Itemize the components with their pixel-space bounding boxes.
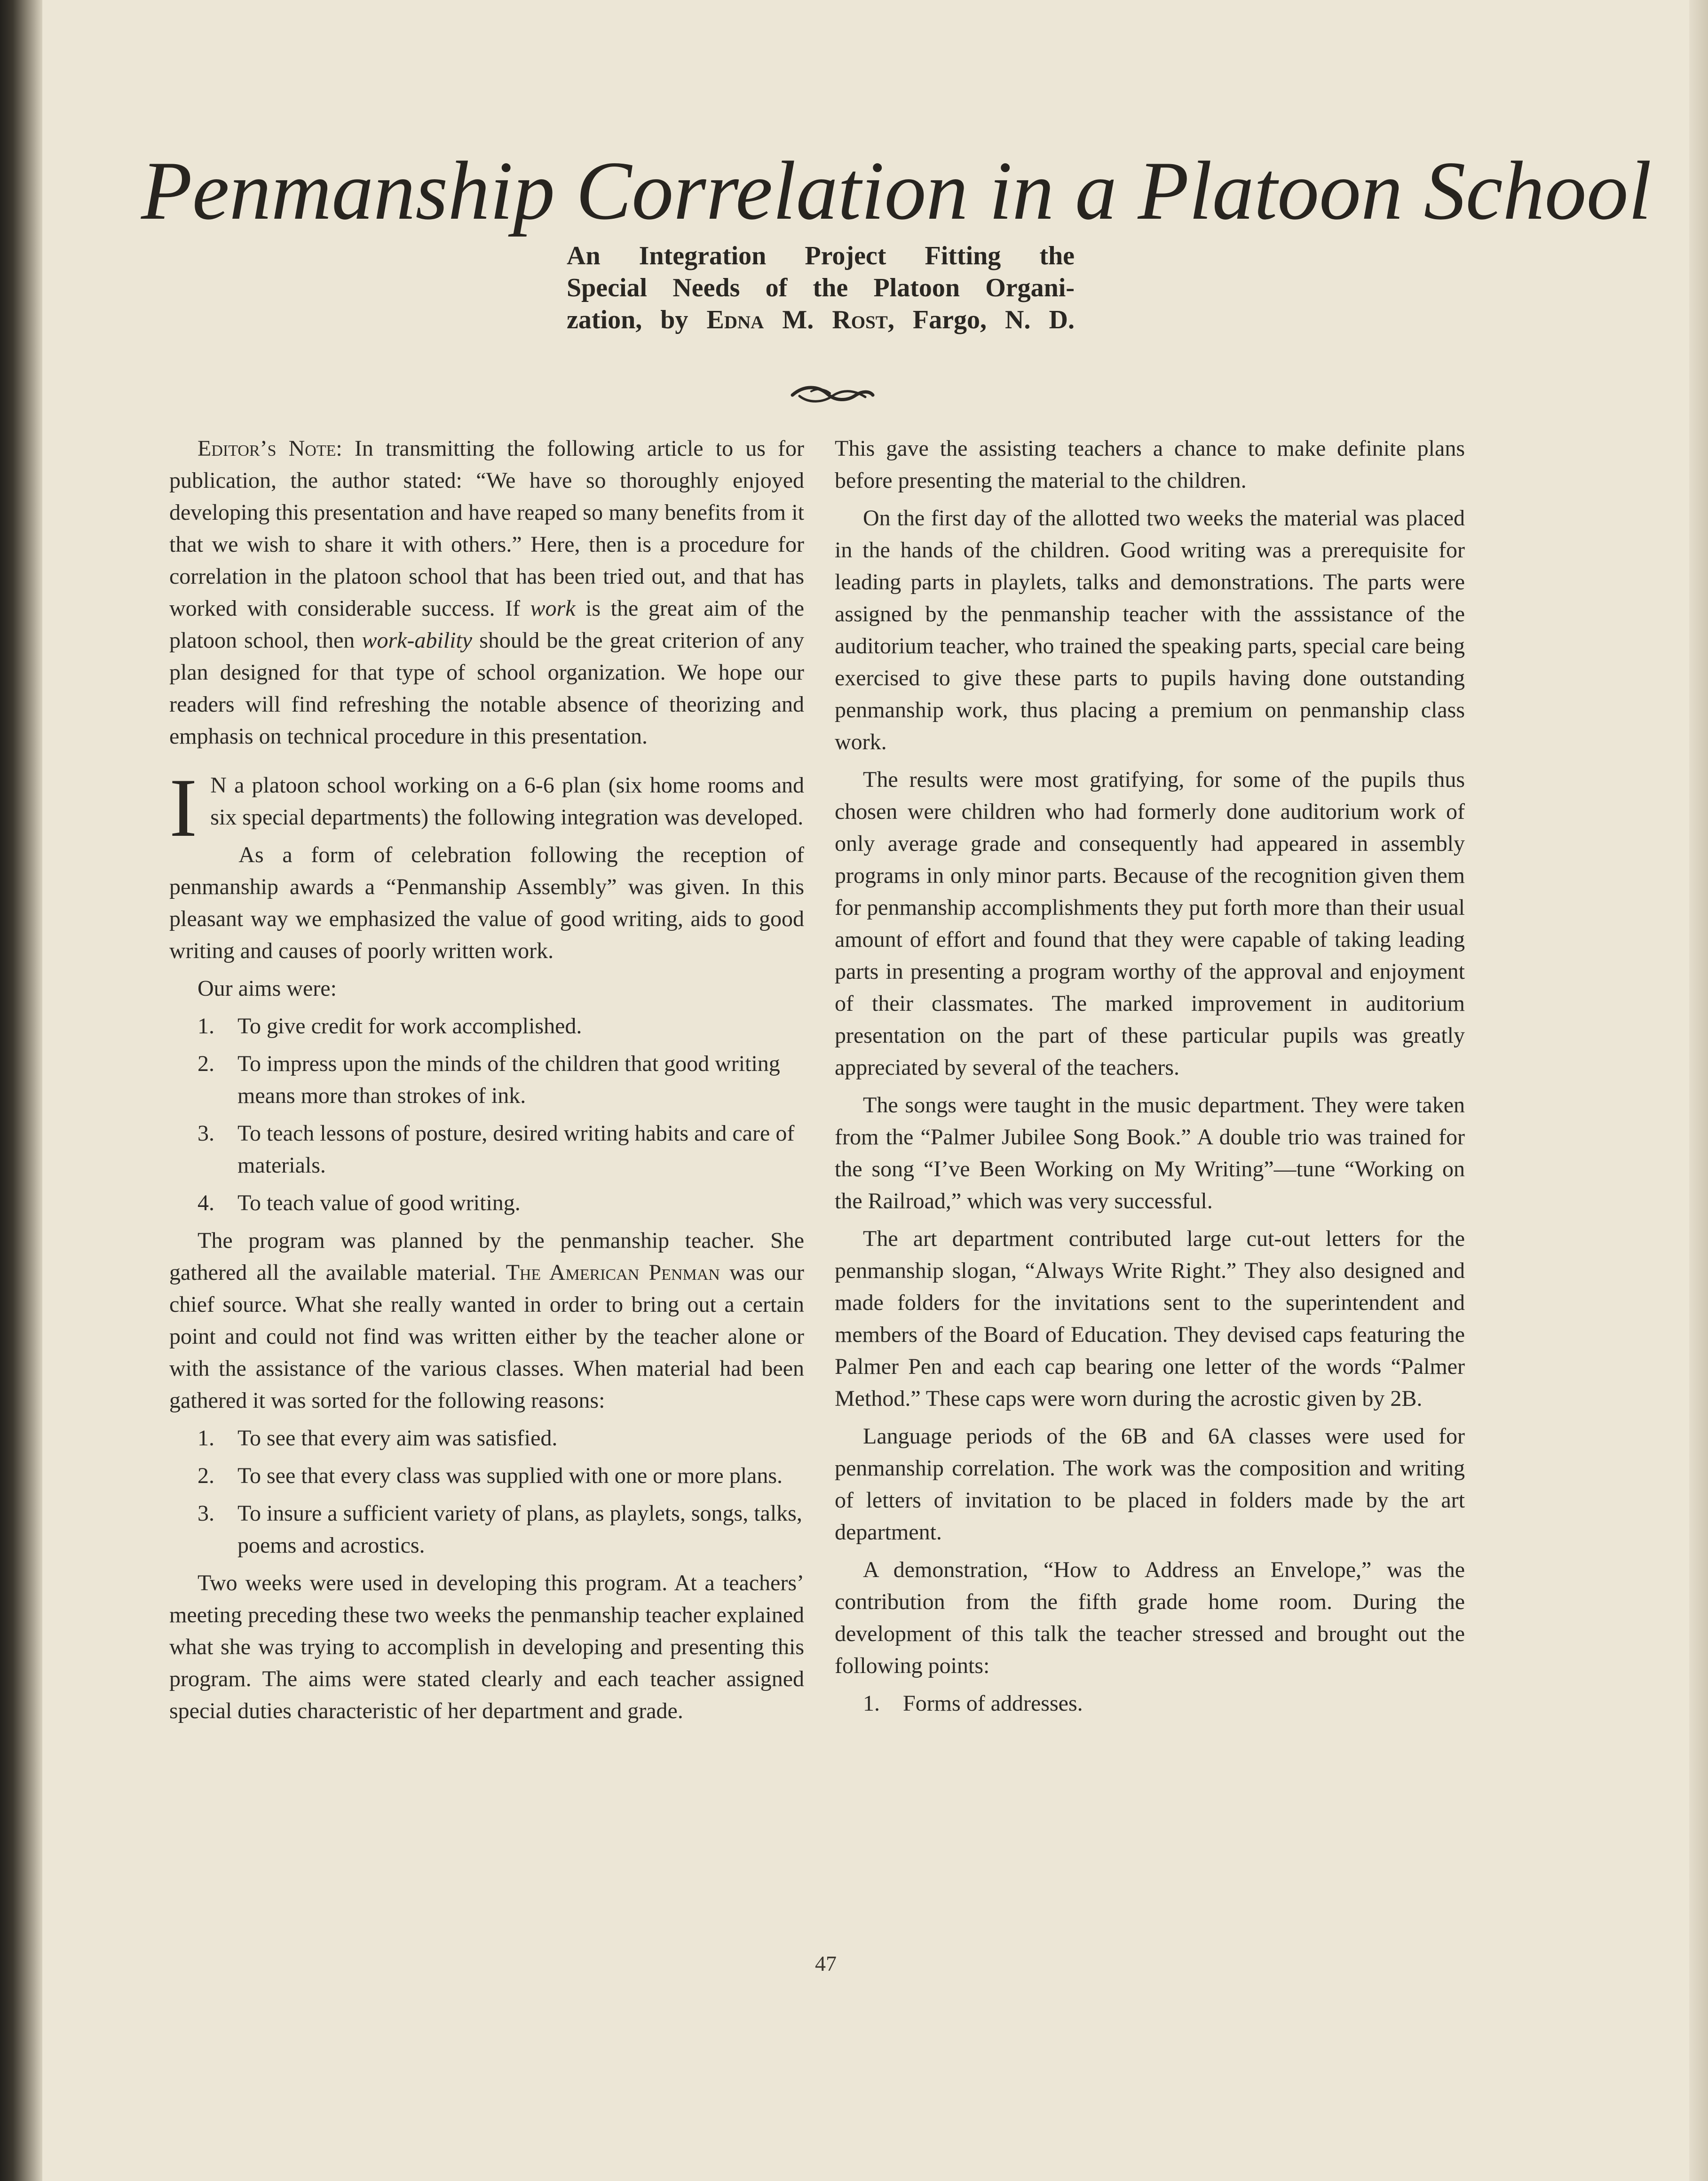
paragraph: As a form of celebration following the reception of penmanship awards a “Penmanship Assembly” was given. In this pleasant way we emphasized the value of good writing, aids to good writing and causes of poorly written work. (169, 842, 804, 963)
editors-note-label: Editor’s Note: (198, 436, 342, 461)
editors-note-italic: work-ability (362, 628, 473, 653)
list-text: To insure a sufficient variety of plans, as playlets, songs, talks, poems and acrostics. (237, 1501, 802, 1558)
paragraph-text: The program was planned by the penmanship teacher. She gathered all the available material. (169, 1228, 804, 1285)
list-number: 1. (863, 1691, 880, 1716)
list-number: 2. (198, 1051, 214, 1076)
editors-note (169, 433, 804, 753)
subtitle-text: zation, by (567, 305, 707, 334)
intro-paragraph (169, 761, 804, 854)
paragraph (169, 1225, 804, 1417)
paragraph-text: was our chief source. What she really wanted in order to bring out a certain point and could not find was written either by the teacher alone or with the assistance of the various classes. When material had been gathered it was sorted for the following reasons: (169, 1260, 804, 1413)
list-number: 4. (198, 1190, 214, 1215)
editors-note-text: should be the great criterion of any plan designed for that type of school organization. We hope our readers will find refreshing the notable absence of theorizing and emphasis on technical procedure in this presentation. (169, 628, 805, 749)
right-column (835, 433, 1465, 1725)
author-name: Edna M. Rost (706, 305, 888, 334)
list-text: Forms of addresses. (903, 1691, 1083, 1716)
drop-cap: I (169, 761, 198, 854)
paragraph: This gave the assisting teachers a chance to make definite plans before presenting the material to the children. (835, 436, 1465, 493)
article-title: Penmanship Correlation in a Platoon School (141, 144, 1652, 237)
aims-list (169, 1010, 804, 1219)
list-text: To impress upon the minds of the children that good writing means more than strokes of ink. (237, 1051, 780, 1108)
paragraph: Language periods of the 6B and 6A classes were used for penmanship correlation. The work was the composition and writing of letters of invitation to be placed in folders made by the art department. (835, 1424, 1465, 1545)
ornament-flourish-icon (790, 381, 875, 409)
editors-note-text: is the great aim of the platoon school, then (169, 596, 805, 653)
page-number: 47 (815, 1951, 837, 1975)
list-number: 3. (198, 1501, 214, 1526)
list-text: To see that every aim was satisfied. (237, 1426, 558, 1451)
paragraph: On the first day of the allotted two weeks the material was placed in the hands of the children. Good writing was a prerequisite for leading parts in playlets, talks and demonstrations. The parts were assigned by the penmanship teacher with the asssistance of the auditorium teacher, who trained the speaking parts, special care being exercised to give these parts to pupils having done outstanding penmanship work, thus placing a premium on penmanship class work. (835, 506, 1465, 754)
list-number: 3. (198, 1121, 214, 1146)
editors-note-italic: work (530, 596, 576, 621)
subtitle-line: An Integration Project Fitting the (567, 241, 1075, 270)
subtitle-text: , Fargo, N. D. (887, 305, 1075, 334)
list-item (169, 1422, 804, 1454)
list-item (169, 1460, 804, 1492)
list-number: 2. (198, 1463, 214, 1488)
article-subtitle (567, 240, 1075, 336)
reasons-list (169, 1422, 804, 1562)
list-item (169, 1187, 804, 1219)
list-item (169, 1118, 804, 1182)
list-number: 1. (198, 1426, 214, 1451)
list-text: To give credit for work accomplished. (237, 1014, 582, 1039)
list-item (169, 1048, 804, 1112)
list-text: To teach value of good writing. (237, 1190, 521, 1215)
paragraph: Two weeks were used in developing this program. At a teachers’ meeting preceding these two weeks the penmanship teacher explained what she was trying to accomplish in developing and presenting this program. The aims were stated clearly and each teacher assigned special duties characteristic of her department and grade. (169, 1570, 804, 1723)
aims-intro: Our aims were: (198, 976, 337, 1001)
subtitle-line: Special Needs of the Platoon Organi- (567, 273, 1075, 302)
list-item (835, 1688, 1465, 1720)
paragraph: The songs were taught in the music department. They were taken from the “Palmer Jubilee Song Book.” A double trio was trained for the song “I’ve Been Working on My Writing”—tune “Working on the Railroad,” which was very successful. (835, 1093, 1465, 1213)
points-list (835, 1688, 1465, 1720)
paragraph: The art department contributed large cut-out letters for the penmanship slogan, “Always Write Right.” They also designed and made folders for the invitations sent to the superintendent and members of the Board of Education. They devised caps featuring the Palmer Pen and each cap bearing one letter of the words “Palmer Method.” These caps were worn during the acrostic given by 2B. (835, 1226, 1465, 1411)
list-item (169, 1498, 804, 1562)
page-edge (1689, 0, 1708, 2181)
book-gutter (0, 0, 42, 2181)
intro-text: N a platoon school working on a 6-6 plan (six home rooms and six special departments) the following integration was developed. (210, 773, 804, 830)
list-item (169, 1010, 804, 1042)
subtitle-line (567, 304, 1075, 336)
list-text: To see that every class was supplied with one or more plans. (237, 1463, 783, 1488)
paragraph: The results were most gratifying, for some of the pupils thus chosen were children who had formerly done auditorium work of only average grade and consequently had appeared in assembly programs in only minor parts. Because of the recognition given them for penmanship accomplishments they put forth more than their usual amount of effort and found that they were capable of taking leading parts in presenting a program worthy of the approval and enjoyment of their classmates. The marked improvement in auditorium presentation on the part of these particular pupils was greatly appreciated by several of the teachers. (835, 767, 1465, 1080)
list-text: To teach lessons of posture, desired writing habits and care of materials. (237, 1121, 795, 1178)
editors-note-text: In transmitting the following article to us for publication, the author stated: “We have so thoroughly enjoyed developing this presentation and have reaped so many benefits from it that we wish to share it with others.” Here, then is a procedure for correlation in the platoon school that has been tried out, and that has worked with considerable success. If (169, 436, 804, 621)
publication-name: The American Penman (506, 1260, 720, 1285)
left-column (169, 433, 804, 1733)
list-number: 1. (198, 1014, 214, 1039)
paragraph: A demonstration, “How to Address an Envelope,” was the contribution from the fifth grade home room. During the development of this talk the teacher stressed and brought out the following points: (835, 1557, 1465, 1678)
